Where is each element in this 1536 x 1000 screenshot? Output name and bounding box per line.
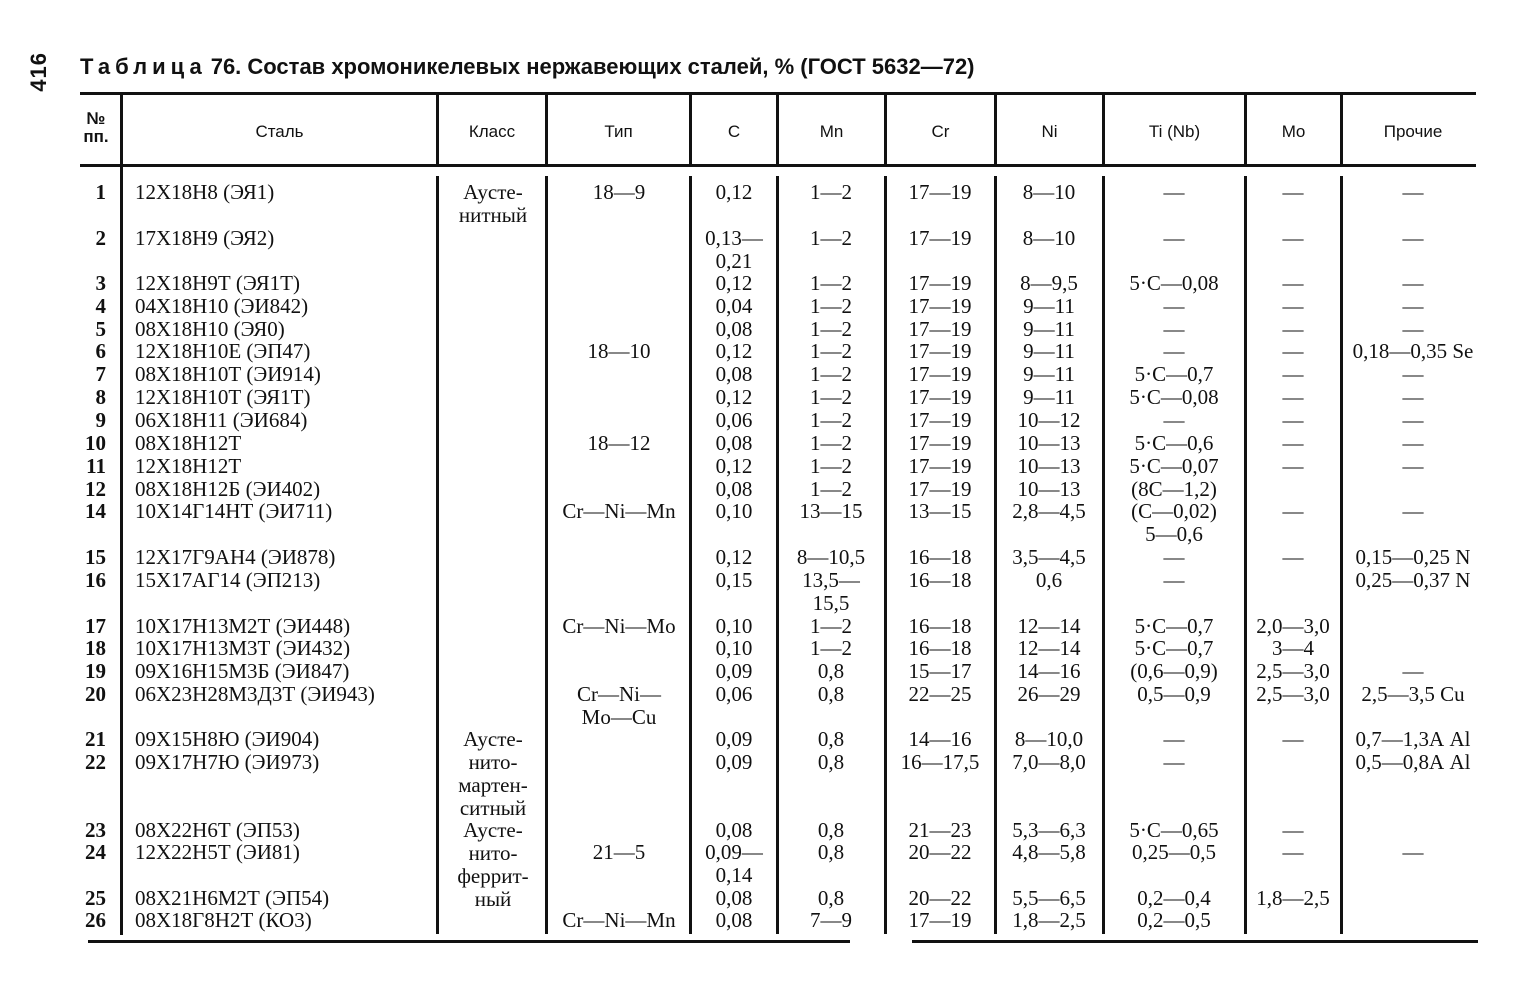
row-number: 20 bbox=[85, 682, 106, 706]
row-number: 10 bbox=[85, 431, 106, 455]
titanium-niobium-value: 5·C—0,7 bbox=[1134, 614, 1214, 638]
table-row bbox=[0, 478, 1536, 501]
chromium-value: 17—19 bbox=[908, 408, 972, 432]
header-num: № пп. bbox=[83, 109, 109, 146]
molybdenum-value: — bbox=[1282, 408, 1304, 432]
manganese-value: 1—2 bbox=[810, 317, 852, 341]
carbon-value: 0,12 bbox=[715, 454, 753, 478]
carbon-value: 0,09 bbox=[715, 750, 753, 774]
other-elements-value: — bbox=[1402, 362, 1424, 386]
molybdenum-value: — bbox=[1282, 431, 1304, 455]
manganese-value: 1—2 bbox=[810, 294, 852, 318]
table-row bbox=[0, 340, 1536, 363]
molybdenum-value: — bbox=[1282, 818, 1304, 842]
steel-grade: 09Х15Н8Ю (ЭИ904) bbox=[135, 727, 320, 751]
row-number: 1 bbox=[95, 180, 106, 204]
manganese-value: 13—15 bbox=[799, 499, 863, 523]
other-elements-value: — bbox=[1402, 271, 1424, 295]
carbon-value: 0,04 bbox=[715, 294, 753, 318]
table-row bbox=[0, 499, 1536, 546]
molybdenum-value: — bbox=[1282, 180, 1304, 204]
row-number: 11 bbox=[86, 454, 106, 478]
table-row bbox=[0, 295, 1536, 318]
other-elements-value: 0,18—0,35 Se bbox=[1352, 339, 1474, 363]
titanium-niobium-value: — bbox=[1163, 727, 1185, 751]
header-class: Класс bbox=[468, 122, 516, 141]
manganese-value: 0,8 bbox=[817, 659, 845, 683]
steel-grade: 08Х18Н10Т (ЭИ914) bbox=[135, 362, 321, 386]
titanium-niobium-value: (0,6—0,9) bbox=[1130, 659, 1218, 683]
carbon-value: 0,12 bbox=[715, 339, 753, 363]
chromium-value: 17—19 bbox=[908, 454, 972, 478]
nickel-value: 7,0—8,0 bbox=[1012, 750, 1086, 774]
table-row bbox=[0, 226, 1536, 273]
molybdenum-value: — bbox=[1282, 362, 1304, 386]
molybdenum-value: — bbox=[1282, 385, 1304, 409]
class-austenitic: Аусте- нитный bbox=[458, 180, 528, 227]
molybdenum-value: — bbox=[1282, 339, 1304, 363]
nickel-value: 8—10 bbox=[1022, 180, 1076, 204]
manganese-value: 0,8 bbox=[817, 886, 845, 910]
row-number: 5 bbox=[95, 317, 106, 341]
titanium-niobium-value: 0,2—0,4 bbox=[1137, 886, 1211, 910]
manganese-value: 0,8 bbox=[817, 840, 845, 864]
manganese-value: 1—2 bbox=[810, 271, 852, 295]
row-number: 3 bbox=[95, 271, 106, 295]
carbon-value: 0,15 bbox=[715, 568, 753, 592]
steel-grade: 08Х22Н6Т (ЭП53) bbox=[135, 818, 300, 842]
chromium-value: 17—19 bbox=[908, 339, 972, 363]
class-austenitic-ferritic: Аусте- нито- феррит- ный bbox=[457, 818, 529, 911]
row-number: 19 bbox=[85, 659, 106, 683]
chromium-value: 17—19 bbox=[908, 431, 972, 455]
manganese-value: 1—2 bbox=[810, 385, 852, 409]
row-number: 7 bbox=[95, 362, 106, 386]
table-row bbox=[0, 683, 1536, 706]
table-row bbox=[0, 637, 1536, 660]
titanium-niobium-value: 5·C—0,6 bbox=[1134, 431, 1214, 455]
chromium-value: 16—18 bbox=[908, 568, 972, 592]
chromium-value: 17—19 bbox=[908, 180, 972, 204]
manganese-value: 1—2 bbox=[810, 180, 852, 204]
manganese-value: 1—2 bbox=[810, 408, 852, 432]
manganese-value: 0,8 bbox=[817, 682, 845, 706]
row-number: 22 bbox=[85, 750, 106, 774]
steel-grade: 12Х17Г9АН4 (ЭИ878) bbox=[135, 545, 336, 569]
nickel-value: 12—14 bbox=[1017, 614, 1081, 638]
manganese-value: 1—2 bbox=[810, 339, 852, 363]
row-number: 6 bbox=[95, 339, 106, 363]
chromium-value: 17—19 bbox=[908, 271, 972, 295]
manganese-value: 1—2 bbox=[810, 226, 852, 250]
chromium-value: 16—17,5 bbox=[900, 750, 980, 774]
carbon-value: 0,09 bbox=[715, 727, 753, 751]
carbon-value: 0,06 bbox=[715, 408, 753, 432]
other-elements-value: 2,5—3,5 Cu bbox=[1361, 682, 1465, 706]
molybdenum-value: — bbox=[1282, 545, 1304, 569]
molybdenum-value: — bbox=[1282, 727, 1304, 751]
carbon-value: 0,08 bbox=[715, 818, 753, 842]
row-number: 21 bbox=[85, 727, 106, 751]
molybdenum-value: — bbox=[1282, 294, 1304, 318]
chromium-value: 17—19 bbox=[908, 477, 972, 501]
molybdenum-value: 2,0—3,0 bbox=[1256, 614, 1330, 638]
page-number: 416 bbox=[26, 52, 51, 92]
molybdenum-value: 1,8—2,5 bbox=[1256, 886, 1330, 910]
manganese-value: 1—2 bbox=[810, 431, 852, 455]
type-18-9: 18—9 bbox=[592, 180, 646, 204]
chromium-value: 17—19 bbox=[908, 226, 972, 250]
nickel-value: 9—11 bbox=[1023, 317, 1075, 341]
titanium-niobium-value: 0,5—0,9 bbox=[1137, 682, 1211, 706]
molybdenum-value: — bbox=[1282, 840, 1304, 864]
class-austenitic-martensitic: Аусте- нито- мартен- ситный bbox=[458, 727, 528, 820]
titanium-niobium-value: — bbox=[1163, 408, 1185, 432]
molybdenum-value: — bbox=[1282, 454, 1304, 478]
carbon-value: 0,12 bbox=[715, 545, 753, 569]
steel-grade: 04Х18Н10 (ЭИ842) bbox=[135, 294, 309, 318]
steel-grade: 06Х23Н28М3Д3Т (ЭИ943) bbox=[135, 682, 375, 706]
nickel-value: 2,8—4,5 bbox=[1012, 499, 1086, 523]
other-elements-value: 0,7—1,3А Al bbox=[1355, 727, 1471, 751]
manganese-value: 0,8 bbox=[817, 818, 845, 842]
nickel-value: 4,8—5,8 bbox=[1012, 840, 1086, 864]
header-type: Тип bbox=[604, 122, 633, 141]
titanium-niobium-value: — bbox=[1163, 750, 1185, 774]
nickel-value: 3,5—4,5 bbox=[1012, 545, 1086, 569]
header-c: C bbox=[727, 122, 741, 141]
titanium-niobium-value: (8C—1,2) bbox=[1131, 477, 1217, 501]
molybdenum-value: — bbox=[1282, 271, 1304, 295]
header-ni: Ni bbox=[1041, 122, 1058, 141]
table-title-text: 76. Состав хромоникелевых нержавеющих сталей, % (ГОСТ 5632—72) bbox=[210, 54, 975, 79]
table-row bbox=[0, 455, 1536, 478]
row-number: 9 bbox=[95, 408, 106, 432]
carbon-value: 0,12 bbox=[715, 180, 753, 204]
titanium-niobium-value: 5·C—0,65 bbox=[1129, 818, 1219, 842]
header-other: Прочие bbox=[1383, 122, 1443, 141]
manganese-value: 0,8 bbox=[817, 750, 845, 774]
type-18-12: 18—12 bbox=[587, 431, 651, 455]
steel-grade: 08Х18Н10 (ЭЯ0) bbox=[135, 317, 285, 341]
nickel-value: 10—13 bbox=[1017, 431, 1081, 455]
steel-grade: 08Х21Н6М2Т (ЭП54) bbox=[135, 886, 330, 910]
row-number: 25 bbox=[85, 886, 106, 910]
titanium-niobium-value: — bbox=[1163, 294, 1185, 318]
steel-grade: 10Х17Н13М2Т (ЭИ448) bbox=[135, 614, 351, 638]
table-row bbox=[0, 272, 1536, 295]
molybdenum-value: 2,5—3,0 bbox=[1256, 682, 1330, 706]
table-row bbox=[0, 909, 1536, 932]
header-steel: Сталь bbox=[255, 122, 304, 141]
row-number: 26 bbox=[85, 908, 106, 932]
row-number: 12 bbox=[85, 477, 106, 501]
titanium-niobium-value: — bbox=[1163, 568, 1185, 592]
table-row bbox=[0, 181, 1536, 204]
manganese-value: 1—2 bbox=[810, 477, 852, 501]
carbon-value: 0,09 bbox=[715, 659, 753, 683]
row-number: 8 bbox=[95, 385, 106, 409]
steel-grade: 08Х18Н12Б (ЭИ402) bbox=[135, 477, 321, 501]
other-elements-value: — bbox=[1402, 659, 1424, 683]
steel-grade: 12Х18Н12Т bbox=[135, 454, 242, 478]
chromium-value: 20—22 bbox=[908, 840, 972, 864]
row-number: 4 bbox=[95, 294, 106, 318]
table-row bbox=[0, 819, 1536, 842]
nickel-value: 9—11 bbox=[1023, 362, 1075, 386]
steel-grade: 17Х18Н9 (ЭЯ2) bbox=[135, 226, 275, 250]
titanium-niobium-value: 5·C—0,08 bbox=[1129, 271, 1219, 295]
chromium-value: 17—19 bbox=[908, 908, 972, 932]
nickel-value: 9—11 bbox=[1023, 294, 1075, 318]
manganese-value: 8—10,5 bbox=[796, 545, 866, 569]
nickel-value: 10—13 bbox=[1017, 454, 1081, 478]
manganese-value: 1—2 bbox=[810, 362, 852, 386]
row-number: 24 bbox=[85, 840, 106, 864]
nickel-value: 1,8—2,5 bbox=[1012, 908, 1086, 932]
table-row bbox=[0, 409, 1536, 432]
nickel-value: 14—16 bbox=[1017, 659, 1081, 683]
chromium-value: 13—15 bbox=[908, 499, 972, 523]
steel-grade: 08Х18Н12Т bbox=[135, 431, 242, 455]
table-row bbox=[0, 318, 1536, 341]
table-row bbox=[0, 386, 1536, 409]
row-number: 2 bbox=[95, 226, 106, 250]
carbon-value: 0,06 bbox=[715, 682, 753, 706]
chromium-value: 20—22 bbox=[908, 886, 972, 910]
other-elements-value: — bbox=[1402, 499, 1424, 523]
titanium-niobium-value: — bbox=[1163, 317, 1185, 341]
carbon-value: 0,10 bbox=[715, 614, 753, 638]
header-cr: Cr bbox=[931, 122, 950, 141]
nickel-value: 9—11 bbox=[1023, 385, 1075, 409]
table-row bbox=[0, 751, 1536, 774]
header-mn: Mn bbox=[819, 122, 844, 141]
titanium-niobium-value: — bbox=[1163, 226, 1185, 250]
manganese-value: 7—9 bbox=[810, 908, 852, 932]
other-elements-value: — bbox=[1402, 840, 1424, 864]
titanium-niobium-value: 0,25—0,5 bbox=[1132, 840, 1216, 864]
manganese-value: 1—2 bbox=[810, 614, 852, 638]
nickel-value: 9—11 bbox=[1023, 339, 1075, 363]
row-number: 16 bbox=[85, 568, 106, 592]
molybdenum-value: — bbox=[1282, 499, 1304, 523]
steel-grade: 09Х17Н7Ю (ЭИ973) bbox=[135, 750, 320, 774]
titanium-niobium-value: — bbox=[1163, 339, 1185, 363]
type-cr-ni-mo-cu: Cr—Ni— Mo—Cu bbox=[577, 682, 661, 729]
chromium-value: 22—25 bbox=[908, 682, 972, 706]
table-row bbox=[0, 728, 1536, 751]
row-number: 18 bbox=[85, 636, 106, 660]
nickel-value: 26—29 bbox=[1017, 682, 1081, 706]
chromium-value: 17—19 bbox=[908, 317, 972, 341]
steel-grade: 12Х18Н10Е (ЭП47) bbox=[135, 339, 311, 363]
other-elements-value: — bbox=[1402, 431, 1424, 455]
row-number: 17 bbox=[85, 614, 106, 638]
chromium-value: 14—16 bbox=[908, 727, 972, 751]
table-row bbox=[0, 363, 1536, 386]
type-21-5: 21—5 bbox=[592, 840, 646, 864]
table-row bbox=[0, 615, 1536, 638]
nickel-value: 5,5—6,5 bbox=[1012, 886, 1086, 910]
carbon-value: 0,10 bbox=[715, 499, 753, 523]
nickel-value: 5,3—6,3 bbox=[1012, 818, 1086, 842]
type-cr-ni-mn: Cr—Ni—Mn bbox=[562, 499, 676, 523]
titanium-niobium-value: — bbox=[1163, 180, 1185, 204]
carbon-value: 0,10 bbox=[715, 636, 753, 660]
steel-grade: 12Х18Н10Т (ЭЯ1Т) bbox=[135, 385, 311, 409]
row-number: 23 bbox=[85, 818, 106, 842]
chromium-value: 16—18 bbox=[908, 636, 972, 660]
chromium-value: 21—23 bbox=[908, 818, 972, 842]
carbon-value: 0,13— 0,21 bbox=[705, 226, 763, 273]
steel-grade: 12Х18Н9Т (ЭЯ1Т) bbox=[135, 271, 300, 295]
carbon-value: 0,08 bbox=[715, 362, 753, 386]
titanium-niobium-value: 5·C—0,7 bbox=[1134, 362, 1214, 386]
other-elements-value: — bbox=[1402, 385, 1424, 409]
table-row bbox=[0, 568, 1536, 615]
table-row bbox=[0, 546, 1536, 569]
header-mo: Mo bbox=[1281, 122, 1306, 141]
nickel-value: 10—12 bbox=[1017, 408, 1081, 432]
manganese-value: 1—2 bbox=[810, 636, 852, 660]
table-row bbox=[0, 432, 1536, 455]
carbon-value: 0,08 bbox=[715, 908, 753, 932]
steel-grade: 06Х18Н11 (ЭИ684) bbox=[135, 408, 308, 432]
other-elements-value: 0,15—0,25 N bbox=[1355, 545, 1471, 569]
steel-grade: 12Х18Н8 (ЭЯ1) bbox=[135, 180, 275, 204]
row-number: 15 bbox=[85, 545, 106, 569]
steel-grade: 08Х18Г8Н2Т (КО3) bbox=[135, 908, 312, 932]
type-cr-ni-mn-2: Cr—Ni—Mn bbox=[562, 908, 676, 932]
manganese-value: 13,5— 15,5 bbox=[802, 568, 860, 615]
molybdenum-value: 2,5—3,0 bbox=[1256, 659, 1330, 683]
table-row bbox=[0, 887, 1536, 910]
titanium-niobium-value: 5·C—0,07 bbox=[1129, 454, 1219, 478]
titanium-niobium-value: (C—0,02) 5—0,6 bbox=[1131, 499, 1217, 546]
chromium-value: 15—17 bbox=[908, 659, 972, 683]
steel-grade: 15Х17АГ14 (ЭП213) bbox=[135, 568, 321, 592]
type-cr-ni-mo: Cr—Ni—Mo bbox=[562, 614, 676, 638]
other-elements-value: — bbox=[1402, 317, 1424, 341]
chromium-value: 16—18 bbox=[908, 614, 972, 638]
table-row bbox=[0, 660, 1536, 683]
carbon-value: 0,08 bbox=[715, 317, 753, 341]
chromium-value: 17—19 bbox=[908, 362, 972, 386]
row-number: 14 bbox=[85, 499, 106, 523]
chromium-value: 17—19 bbox=[908, 294, 972, 318]
header-ti-nb: Ti (Nb) bbox=[1148, 122, 1201, 141]
steel-grade: 10Х17Н13М3Т (ЭИ432) bbox=[135, 636, 351, 660]
steel-grade: 12Х22Н5Т (ЭИ81) bbox=[135, 840, 300, 864]
nickel-value: 10—13 bbox=[1017, 477, 1081, 501]
carbon-value: 0,09— 0,14 bbox=[705, 840, 763, 887]
carbon-value: 0,12 bbox=[715, 385, 753, 409]
nickel-value: 12—14 bbox=[1017, 636, 1081, 660]
carbon-value: 0,08 bbox=[715, 477, 753, 501]
chromium-value: 17—19 bbox=[908, 385, 972, 409]
chromium-value: 16—18 bbox=[908, 545, 972, 569]
other-elements-value: 0,5—0,8А Al bbox=[1355, 750, 1471, 774]
titanium-niobium-value: 5·C—0,08 bbox=[1129, 385, 1219, 409]
titanium-niobium-value: 0,2—0,5 bbox=[1137, 908, 1211, 932]
carbon-value: 0,08 bbox=[715, 431, 753, 455]
other-elements-value: — bbox=[1402, 226, 1424, 250]
manganese-value: 0,8 bbox=[817, 727, 845, 751]
steel-grade: 09Х16Н15М3Б (ЭИ847) bbox=[135, 659, 350, 683]
carbon-value: 0,12 bbox=[715, 271, 753, 295]
nickel-value: 0,6 bbox=[1035, 568, 1063, 592]
molybdenum-value: 3—4 bbox=[1272, 636, 1314, 660]
type-18-10: 18—10 bbox=[587, 339, 651, 363]
molybdenum-value: — bbox=[1282, 317, 1304, 341]
other-elements-value: — bbox=[1402, 408, 1424, 432]
other-elements-value: — bbox=[1402, 294, 1424, 318]
nickel-value: 8—10,0 bbox=[1014, 727, 1084, 751]
nickel-value: 8—9,5 bbox=[1020, 271, 1078, 295]
other-elements-value: 0,25—0,37 N bbox=[1355, 568, 1471, 592]
other-elements-value: — bbox=[1402, 180, 1424, 204]
manganese-value: 1—2 bbox=[810, 454, 852, 478]
steel-grade: 10Х14Г14НТ (ЭИ711) bbox=[135, 499, 333, 523]
titanium-niobium-value: — bbox=[1163, 545, 1185, 569]
molybdenum-value: — bbox=[1282, 226, 1304, 250]
carbon-value: 0,08 bbox=[715, 886, 753, 910]
table-title-lead: Таблица bbox=[80, 54, 207, 79]
nickel-value: 8—10 bbox=[1022, 226, 1076, 250]
other-elements-value: — bbox=[1402, 454, 1424, 478]
titanium-niobium-value: 5·C—0,7 bbox=[1134, 636, 1214, 660]
